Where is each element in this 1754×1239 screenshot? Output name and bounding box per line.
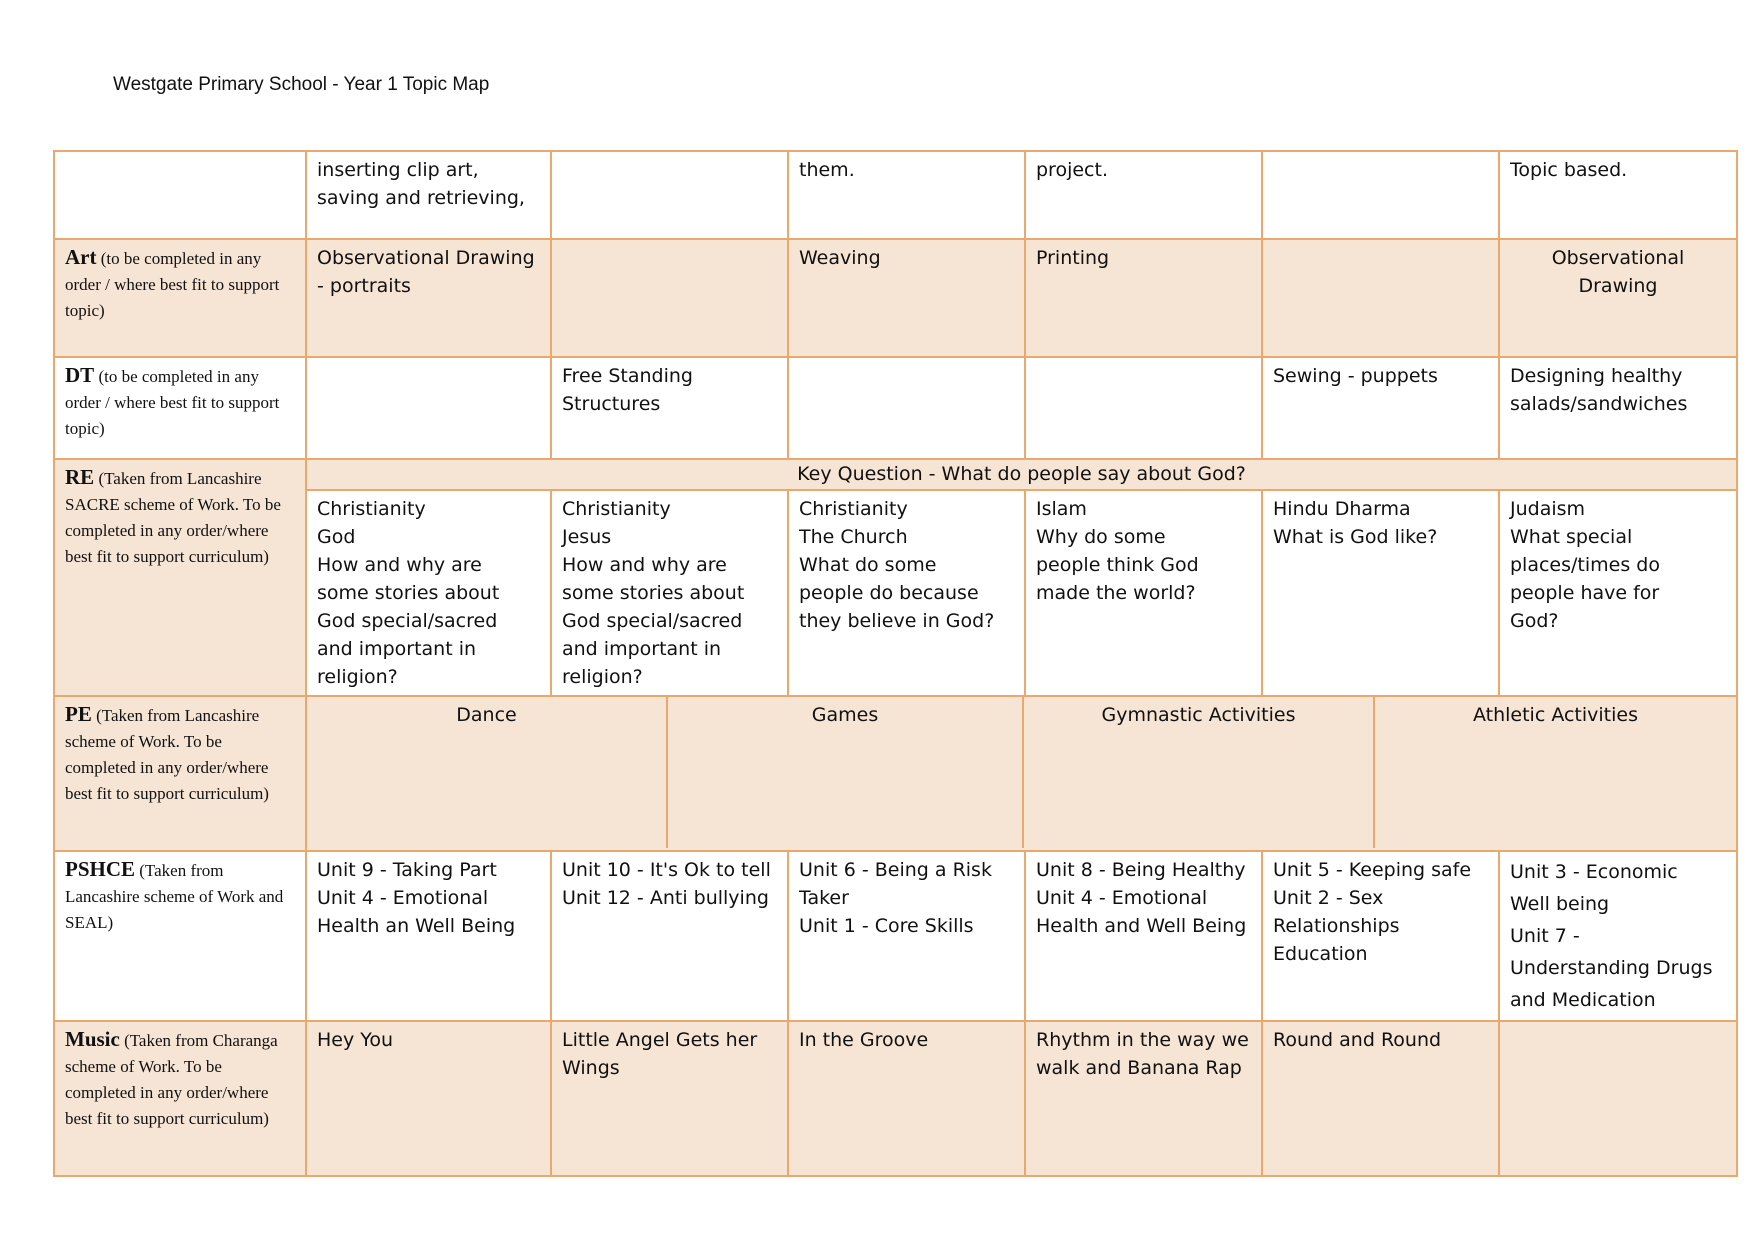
re-row [54,459,1737,490]
re-cell: Hindu Dharma What is God like? [1262,490,1499,696]
pe-cell: Gymnastic Activities [1024,697,1375,848]
art-cell [1262,239,1499,357]
art-cell: Weaving [788,239,1025,357]
subject-cell-re [54,459,306,696]
computing-cell: inserting clip art, saving and retrieving, [306,151,551,239]
pe-row [54,696,1737,851]
pshce-cell: Unit 6 - Being a Risk Taker Unit 1 - Core Skills [788,851,1025,1021]
subject-cell-music [54,1021,306,1176]
pshce-cell: Unit 10 - It's Ok to tell Unit 12 - Anti bullying [551,851,788,1021]
pshce-cell: Unit 5 - Keeping safe Unit 2 - Sex Relationships Education [1262,851,1499,1021]
computing-row [54,151,1737,239]
pe-activities [306,696,1737,851]
computing-cell: Topic based. [1499,151,1737,239]
music-row [54,1021,1737,1176]
pe-cell: Athletic Activities [1472,704,1639,726]
computing-cell [551,151,788,239]
music-cell: Rhythm in the way we walk and Banana Rap [1025,1021,1262,1176]
re-units-row [54,490,1737,696]
subject-note: (to be completed in any order / where best fit to support topic) [65,249,280,320]
subject-note: (Taken from Lancashire scheme of Work and SEAL) [65,861,284,932]
pshce-row [54,851,1737,1021]
subject-note: (to be completed in any order / where best fit to support topic) [65,367,280,438]
art-row [54,239,1737,357]
subject-note: (Taken from Charanga scheme of Work. To be completed in any order/where best fit to support curriculum) [65,1031,278,1128]
music-cell [1499,1021,1737,1176]
art-cell [551,239,788,357]
dt-cell: Sewing - puppets [1262,357,1499,459]
music-cell: Little Angel Gets her Wings [551,1021,788,1176]
music-cell: In the Groove [788,1021,1025,1176]
pshce-cell: Unit 8 - Being Healthy Unit 4 - Emotional Health and Well Being [1025,851,1262,1021]
subject-name: Art [65,245,97,269]
pe-cell: Dance [307,697,668,848]
music-cell: Round and Round [1262,1021,1499,1176]
pshce-cell: Unit 3 - Economic Well being Unit 7 - Understanding Drugs and Medication [1499,851,1737,1021]
dt-cell [306,357,551,459]
dt-cell: Free Standing Structures [551,357,788,459]
re-cell: Christianity God How and why are some stories about God special/sacred and important in religion? [306,490,551,696]
page-title: Westgate Primary School - Year 1 Topic Map [113,74,490,95]
computing-cell: project. [1025,151,1262,239]
dt-cell: Designing healthy salads/sandwiches [1499,357,1737,459]
subject-cell-art [54,239,306,357]
topic-map-table [53,150,1738,1177]
subject-name: RE [65,465,95,489]
pe-cell: Games [668,697,1024,848]
art-cell: Observational Drawing [1499,239,1737,357]
re-cell: Christianity The Church What do some people do because they believe in God? [788,490,1025,696]
subject-note: (Taken from Lancashire SACRE scheme of Work. To be completed in any order/where best fit to support curriculum) [65,469,281,566]
subject-cell-pshce [54,851,306,1021]
subject-name: PSHCE [65,857,136,881]
art-cell: Printing [1025,239,1262,357]
art-cell: Observational Drawing - portraits [306,239,551,357]
subject-cell-empty [54,151,306,239]
music-cell: Hey You [306,1021,551,1176]
pshce-cell: Unit 9 - Taking Part Unit 4 - Emotional Health an Well Being [306,851,551,1021]
subject-name: PE [65,702,92,726]
computing-cell [1262,151,1499,239]
subject-name: Music [65,1027,120,1051]
dt-cell [1025,357,1262,459]
subject-cell-pe [54,696,306,851]
dt-cell [788,357,1025,459]
re-cell: Judaism What special places/times do people have for God? [1499,490,1737,696]
re-cell: Islam Why do some people think God made the world? [1025,490,1262,696]
re-key-question: Key Question - What do people say about God? [306,459,1737,490]
subject-cell-dt [54,357,306,459]
re-cell: Christianity Jesus How and why are some stories about God special/sacred and important in religion? [551,490,788,696]
subject-note: (Taken from Lancashire scheme of Work. To be completed in any order/where best fit to support curriculum) [65,706,269,803]
subject-name: DT [65,363,95,387]
dt-row [54,357,1737,459]
computing-cell: them. [788,151,1025,239]
